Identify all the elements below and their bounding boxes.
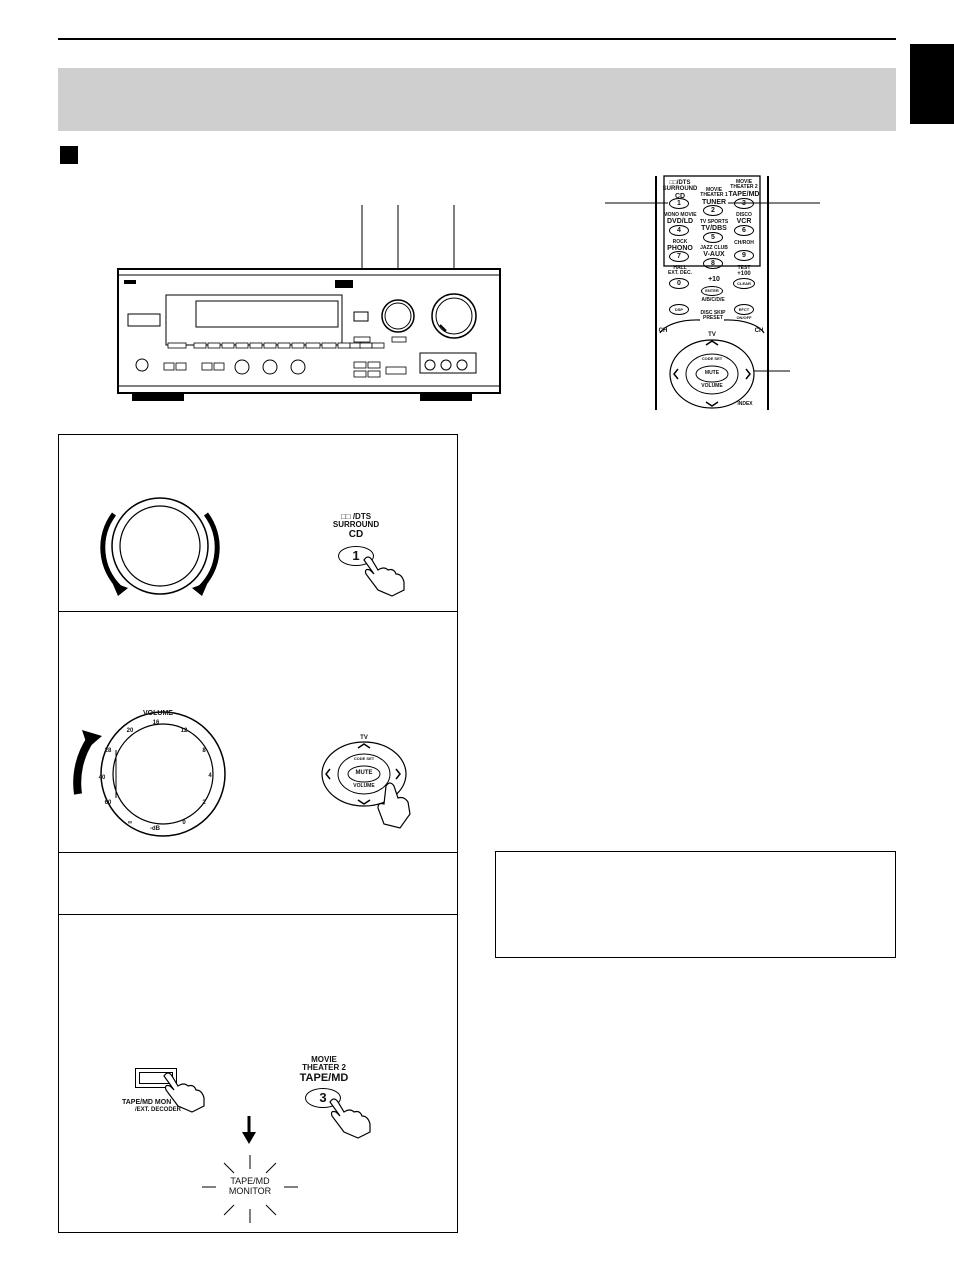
- remote-test-label: TEST +100: [737, 265, 751, 278]
- remote-button-2[interactable]: 2: [703, 205, 723, 216]
- remote-volume-label: VOLUME: [701, 383, 723, 389]
- remote-effect-button[interactable]: EFCT: [734, 304, 754, 315]
- volume-scale-12: 12: [180, 728, 188, 734]
- remote-label-6: DISCO VCR: [736, 212, 752, 226]
- remote-button-0[interactable]: 0: [669, 278, 689, 289]
- volume-scale-infinity: ∞: [127, 820, 133, 826]
- remote-ch-right-label: CH: [754, 328, 764, 334]
- remote-mute-label: MUTE: [704, 370, 720, 376]
- remote-volume-pad-illustration: [320, 734, 420, 830]
- remote-tv-label: TV: [708, 332, 716, 338]
- remote-label-7: ROCK PHONO: [667, 239, 693, 253]
- volume-scale-2: 2: [202, 800, 206, 806]
- remote-button-7[interactable]: 7: [669, 251, 689, 262]
- pressing-hand-icon: [326, 1094, 376, 1140]
- volume-scale-8: 8: [202, 748, 206, 754]
- remote-label-9: CH/ROH: [734, 240, 754, 246]
- rotate-right-arrow-icon: [192, 582, 208, 596]
- volume-scale-0: 0: [182, 820, 186, 826]
- ext-decoder-label: /EXT. DECODER: [134, 1107, 181, 1113]
- pressing-hand-icon: [360, 552, 410, 598]
- remote-abcde-label: A/B/C/D/E: [701, 297, 725, 303]
- tape-md-monitor-indicator: TAPE/MD MONITOR: [228, 1176, 272, 1196]
- remote-on-off-label: ON/OFF: [736, 315, 752, 320]
- remote-button-3[interactable]: 3: [734, 198, 754, 209]
- volume-knob-title: VOLUME: [143, 710, 173, 717]
- step2-tv-label: TV: [360, 735, 368, 741]
- remote-button-9[interactable]: 9: [734, 250, 754, 261]
- subsection-bullet-icon: [60, 146, 78, 164]
- volume-scale-20: 20: [126, 728, 134, 734]
- step2-mute-button[interactable]: MUTE: [355, 770, 373, 776]
- remote-button-6[interactable]: 6: [734, 225, 754, 236]
- remote-clear-button[interactable]: CLEAR: [733, 278, 755, 289]
- tape-md-monitor-label: TAPE/MD MON: [122, 1099, 172, 1106]
- remote-button-8[interactable]: 8: [703, 258, 723, 269]
- remote-dsp-button[interactable]: DSP: [669, 304, 689, 315]
- step-divider-3: [59, 914, 457, 915]
- remote-enter-button[interactable]: ENTER: [701, 286, 723, 296]
- step4-remote-button-label: MOVIE THEATER 2 TAPE/MD: [299, 1055, 349, 1084]
- volume-scale-4: 4: [208, 773, 212, 779]
- volume-scale-16: 16: [152, 720, 160, 726]
- remote-label-3: MOVIE THEATER 2 TAPE/MD: [728, 179, 760, 198]
- volume-scale-28: 28: [104, 748, 112, 754]
- remote-disc-skip-label: DISC SKIP PRESET: [700, 310, 726, 322]
- step-divider-2: [59, 852, 457, 853]
- volume-scale-db: -dB: [150, 826, 160, 832]
- remote-button-1[interactable]: 1: [669, 198, 689, 209]
- remote-plus10-label: +10: [708, 276, 720, 283]
- remote-label-2: MOVIE THEATER 1 TUNER: [700, 187, 728, 206]
- step2-code-set-label: CODE SET: [353, 756, 375, 761]
- remote-label-1: □□/DTS SURROUND CD: [662, 180, 698, 200]
- remote-button-4[interactable]: 4: [669, 225, 689, 236]
- note-box: [495, 851, 896, 958]
- remote-label-4: MONO MOVIE DVD/LD: [663, 212, 697, 226]
- step1-cd-button[interactable]: 1: [338, 546, 374, 566]
- remote-label-8: JAZZ CLUB V-AUX: [700, 245, 728, 259]
- rotate-left-arrow-icon: [112, 582, 128, 596]
- remote-button-grid: [600, 170, 820, 415]
- input-selector-knob-illustration: [90, 496, 230, 600]
- remote-index-label: INDEX: [737, 401, 753, 407]
- remote-label-0: HALL EXT. DEC.: [668, 265, 692, 277]
- step2-volume-label: VOLUME: [353, 783, 375, 789]
- step-divider-1: [59, 611, 457, 612]
- step4-tape-md-button[interactable]: 3: [305, 1088, 341, 1108]
- remote-button-5[interactable]: 5: [703, 232, 723, 243]
- remote-label-5: TV SPORTS TV/DBS: [699, 219, 729, 233]
- top-rule: [58, 38, 896, 40]
- section-title-band: [58, 68, 896, 131]
- down-arrow-icon: [238, 1116, 260, 1146]
- step1-remote-button-label: □□ /DTS SURROUND CD: [332, 512, 380, 540]
- receiver-front-panel-illustration: [110, 205, 505, 405]
- volume-scale-40: 40: [98, 775, 106, 781]
- remote-ch-left-label: CH: [658, 328, 668, 334]
- remote-code-set-label: CODE SET: [701, 356, 723, 361]
- language-tab: [910, 44, 954, 124]
- volume-scale-60: 60: [104, 800, 112, 806]
